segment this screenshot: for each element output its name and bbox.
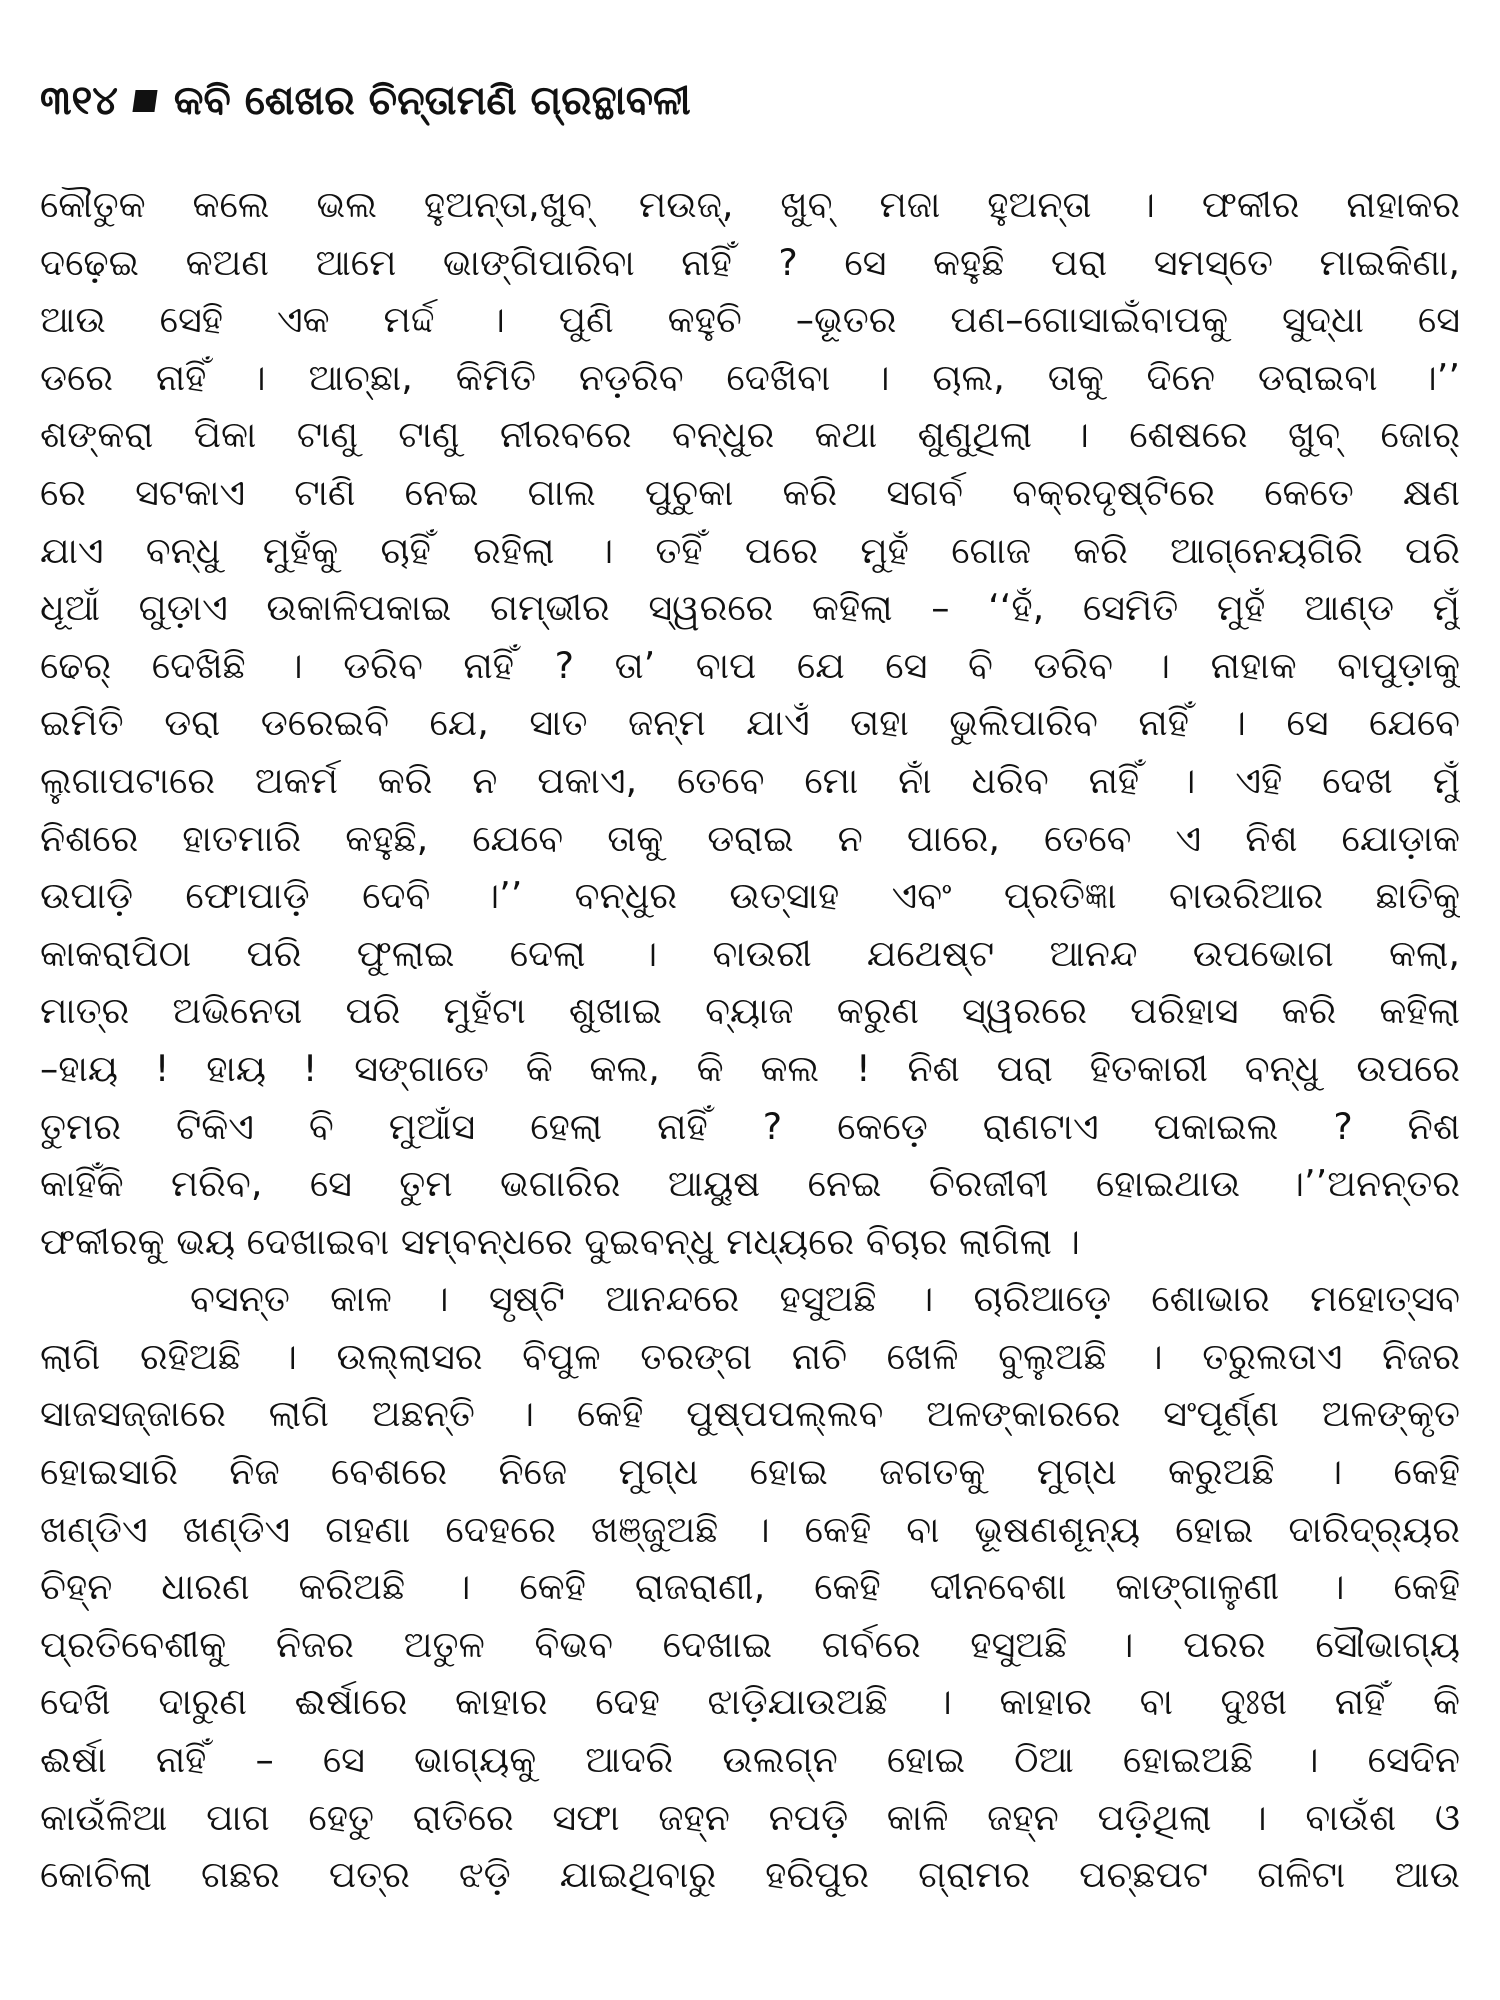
text-line: ବସନ୍ତ କାଳ । ସୃଷ୍ଟି ଆନନ୍ଦରେ ହସୁଅଛି । ଚାରିଆଡ଼େ ଶୋଭାର ମହୋତ୍ସବ (190, 1277, 1460, 1321)
text-line: ତୁମର ଟିକିଏ ବି ମୁଆଁସ ହେଲା ନାହିଁ ? କେଡ଼େ ରାଣଟାଏ ପକାଇଲ ? ନିଶ (40, 1104, 1460, 1148)
text-line: ସାଜସଜ୍ଜାରେ ଲାଗି ଅଛନ୍ତି । କେହି ପୁଷ୍ପପଲ୍ଲବ ଅଳଙ୍କାରରେ ସଂପୂର୍ଣ୍ଣ ଅଳଙ୍କୃତ (40, 1392, 1460, 1436)
paragraph (40, 176, 1460, 1270)
text-line: କୋଚିଲା ଗଛର ପତ୍ର ଝଡ଼ି ଯାଇଥିବାରୁ ହରିପୁର ଗ୍ରାମର ପଚ୍ଛପଟ ଗଳିଟା ଆଉ (40, 1853, 1460, 1897)
text-line: ରେ ସଟକାଏ ଟାଣି ନେଇ ଗାଲ ପୁଚୁକା କରି ସଗର୍ବ ବକ୍ରଦୃଷ୍ଟିରେ କେତେ କ୍ଷଣ (40, 470, 1460, 514)
text-line: କାକରାପିଠା ପରି ଫୁଲାଇ ଦେଲା । ବାଉରୀ ଯଥେଷ୍ଟ ଆନନ୍ଦ ଉପଭୋଗ କଲା, (40, 931, 1460, 975)
text-line: କୌତୁକ କଲେ ଭଲ ହୁଅନ୍ତା,ଖୁବ୍ ମଉଜ୍, ଖୁବ୍ ମଜା ହୁଅନ୍ତା । ଫକୀର ନାହାକର (40, 183, 1460, 226)
text-line: ଡରେ ନାହିଁ । ଆଚ୍ଛା, କିମିତି ନଡ଼ରିବ ଦେଖିବା । ଚାଲ, ତାକୁ ଦିନେ ଡରାଇବା ।’’ (40, 355, 1460, 399)
text-line: ଧୂଆଁ ଗୁଡ଼ାଏ ଉକାଳିପକାଇ ଗମ୍ଭୀର ସ୍ୱରରେ କହିଲା – ‘‘ହଁ, ସେମିତି ମୁହଁ ଆଣ୍ଡ ମୁଁ (40, 586, 1460, 630)
text-line: ଖଣ୍ଡିଏ ଖଣ୍ଡିଏ ଗହଣା ଦେହରେ ଖଞ୍ଜୁଅଛି । କେହି ବା ଭୂଷଣଶୂନ୍ୟ ହୋଇ ଦାରିଦ୍ର୍ୟର (40, 1507, 1460, 1551)
text-line: କାହିଁକି ମରିବ, ସେ ତୁମ ଭଗାରିର ଆୟୁଷ ନେଇ ଚିରଜୀବୀ ହୋଇଥାଉ ।’’ଅନନ୍ତର (40, 1162, 1460, 1206)
body-text (40, 176, 1460, 1904)
running-head (40, 78, 691, 124)
text-line: ମାତ୍ର ଅଭିନେତା ପରି ମୁହଁଟା ଶୁଖାଇ ବ୍ୟାଜ କରୁଣ ସ୍ୱରରେ ପରିହାସ କରି କହିଲା (40, 989, 1460, 1033)
book-title: କବି ଶେଖର ଚିନ୍ତାମଣି ଗ୍ରନ୍ଥାବଳୀ (173, 78, 691, 124)
text-line: ଈର୍ଷା ନାହିଁ – ସେ ଭାଗ୍ୟକୁ ଆଦରି ଉଲଗ୍ନ ହୋଇ ଠିଆ ହୋଇଅଛି । ସେଦିନ (40, 1738, 1460, 1782)
text-line: ଯାଏ ବନ୍ଧୁ ମୁହଁକୁ ଚାହିଁ ରହିଲା । ତହିଁ ପରେ ମୁହଁ ଗୋଜ କରି ଆଗ୍ନେୟଗିରି ପରି (40, 528, 1460, 572)
paragraph (40, 1270, 1460, 1904)
text-line: ନିଶରେ ହାତମାରି କହୁଛି, ଯେବେ ତାକୁ ଡରାଇ ନ ପାରେ, ତେବେ ଏ ନିଶ ଯୋଡ଼ାକ (40, 816, 1460, 860)
text-line: –ହାୟ ! ହାୟ ! ସଙ୍ଗାତେ କି କଲ, କି କଲ ! ନିଶ ପରା ହିତକାରୀ ବନ୍ଧୁ ଉପରେ (40, 1046, 1460, 1090)
text-line: ଲାଗି ରହିଅଛି । ଉଲ୍ଲାସର ବିପୁଳ ତରଙ୍ଗ ନାଚି ଖେଳି ବୁଲୁଅଛି । ତରୁଲତାଏ ନିଜର (40, 1334, 1460, 1378)
text-line: ଢେର୍ ଦେଖିଛି । ଡରିବ ନାହିଁ ? ତା’ ବାପ ଯେ ସେ ବି ଡରିବ । ନାହାକ ବାପୁଡ଼ାକୁ (40, 643, 1460, 687)
text-line: କାଉଁଳିଆ ପାଗ ହେତୁ ରାତିରେ ସଫା ଜହ୍ନ ନପଡ଼ି କାଳି ଜହ୍ନ ପଡ଼ିଥିଲା । ବାଉଁଶ ଓ (40, 1795, 1460, 1839)
text-line: ଇମିତି ଡରା ଡରେଇବି ଯେ, ସାତ ଜନ୍ମ ଯାଏଁ ତାହା ଭୁଲିପାରିବ ନାହିଁ । ସେ ଯେବେ (40, 701, 1460, 745)
text-line: ଚିହ୍ନ ଧାରଣ କରିଅଛି । କେହି ରାଜରାଣୀ, କେହି ଦୀନବେଶା କାଙ୍ଗାଳୁଣୀ । କେହି (40, 1565, 1460, 1609)
text-line: ଦେଖି ଦାରୁଣ ଈର୍ଷାରେ କାହାର ଦେହ ଝାଡ଼ିଯାଉଅଛି । କାହାର ବା ଦୁଃଖ ନାହିଁ କି (40, 1680, 1460, 1724)
text-line: ଦଢ଼େଇ କଅଣ ଆମେ ଭାଙ୍ଗିପାରିବା ନାହିଁ ? ସେ କହୁଛି ପରା ସମସ୍ତେ ମାଇକିଣା, (40, 240, 1460, 284)
page-number: ୩୧୪ (40, 78, 118, 124)
text-line: ଶଙ୍କରା ପିକା ଟାଣୁ ଟାଣୁ ନୀରବରେ ବନ୍ଧୁର କଥା ଶୁଣୁଥିଲା । ଶେଷରେ ଖୁବ୍ ଜୋର୍ (40, 413, 1460, 457)
text-line: ହୋଇସାରି ନିଜ ବେଶରେ ନିଜେ ମୁଗ୍ଧ ହୋଇ ଜଗତକୁ ମୁଗ୍ଧ କରୁଅଛି । କେହି (40, 1450, 1460, 1494)
text-line: ଆଉ ସେହି ଏକ ମର୍ଦ୍ଦ । ପୁଣି କହୁଚି –ଭୂତର ପଣ–ଗୋସାଇଁବାପକୁ ସୁଦ୍ଧା ସେ (40, 298, 1460, 342)
text-line: ପ୍ରତିବେଶୀକୁ ନିଜର ଅତୁଳ ବିଭବ ଦେଖାଇ ଗର୍ବରେ ହସୁଅଛି । ପରର ସୌଭାଗ୍ୟ (40, 1622, 1460, 1666)
separator-square-icon (132, 90, 157, 112)
text-line: ଲୁଗାପଟାରେ ଅକର୍ମ କରି ନ ପକାଏ, ତେବେ ମୋ ନାଁ ଧରିବ ନାହିଁ । ଏହି ଦେଖ ମୁଁ (40, 758, 1460, 802)
text-line: ଉପାଡ଼ି ଫୋପାଡ଼ି ଦେବି ।’’ ବନ୍ଧୁର ଉତ୍ସାହ ଏବଂ ପ୍ରତିଜ୍ଞା ବାଉରିଆର ଛାତିକୁ (40, 874, 1460, 918)
text-line: ଫକୀରକୁ ଭୟ ଦେଖାଇବା ସମ୍ବନ୍ଧରେ ଦୁଇବନ୍ଧୁ ମଧ୍ୟରେ ବିଚାର ଲାଗିଲା । (40, 1219, 1080, 1263)
